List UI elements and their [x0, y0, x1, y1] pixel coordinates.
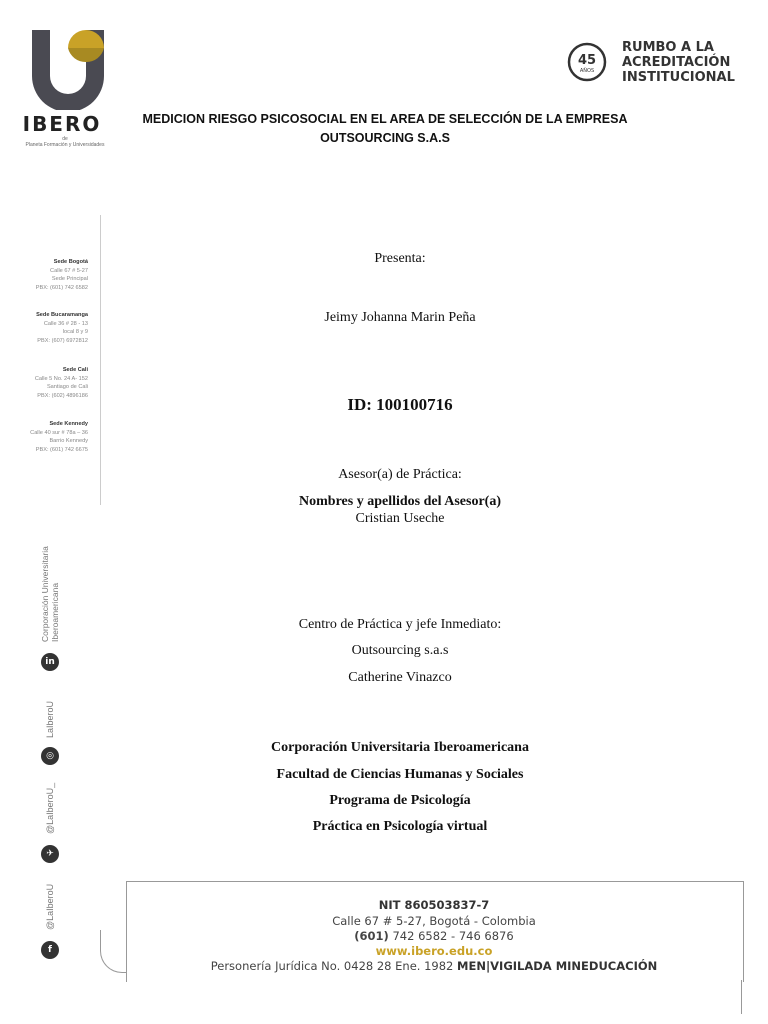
accreditation-text: RUMBO A LA ACREDITACIÓN INSTITUCIONAL [622, 40, 735, 85]
logo-subtitle: de Planeta Formación y Universidades [25, 136, 105, 148]
footer-curve [100, 930, 127, 973]
twitter-icon[interactable]: ✈ [41, 845, 59, 863]
practice-name: Práctica en Psicología virtual [312, 819, 488, 834]
facebook-icon[interactable]: f [41, 941, 59, 959]
social-facebook-label: @LaIberoU [45, 883, 55, 930]
sede-bucaramanga: Sede Bucaramanga Calle 36 # 28 - 13 local 8 y 9 PBX: (607) 6972812 [36, 312, 88, 344]
instagram-icon[interactable]: ◎ [41, 747, 59, 765]
sede-cali: Sede Cali Calle 5 No. 24 A- 152 Santiago de Cali PBX: (602) 4896186 [34, 367, 88, 399]
document-title: MEDICION RIESGO PSICOSOCIAL EN EL AREA DE SELECCIÓN DE LA EMPRESA OUTSOURCING S.A.S [142, 112, 628, 145]
footer-nit: NIT 860503837-7 [378, 898, 490, 912]
centro-name: Outsourcing s.a.s [351, 643, 449, 658]
social-linkedin-label: Corporación Universitaria Iberoamericana [40, 546, 60, 642]
ibero-logo [28, 28, 108, 110]
footer-edge [741, 980, 742, 1014]
social-twitter-label: @LaIberoU_ [45, 782, 55, 834]
presenta-label: Presenta: [374, 251, 426, 266]
anniversary-badge-icon [567, 42, 607, 82]
linkedin-icon[interactable]: in [41, 653, 59, 671]
footer-legal: Personería Jurídica No. 0428 28 Ene. 1982 MEN|VIGILADA MINEDUCACIÓN [210, 959, 658, 973]
program-name: Programa de Psicología [329, 793, 471, 808]
jefe-name: Catherine Vinazco [348, 670, 452, 685]
logo-wordmark: IBERO [22, 112, 102, 136]
asesor-heading: Nombres y apellidos del Asesor(a) [299, 494, 501, 509]
centro-label: Centro de Práctica y jefe Inmediato: [298, 617, 502, 632]
sede-kennedy: Sede Kennedy Calle 40 sur # 78a – 36 Barrio Kennedy PBX: (601) 742 6675 [30, 421, 88, 453]
sede-bogota: Sede Bogotá Calle 67 # 5-27 Sede Principal PBX: (601) 742 6582 [35, 259, 88, 291]
social-instagram-label: LaIberoU [45, 700, 55, 738]
footer-address: Calle 67 # 5-27, Bogotá - Colombia [332, 914, 536, 928]
author-name: Jeimy Johanna Marin Peña [324, 310, 476, 325]
footer-website[interactable]: www.ibero.edu.co [375, 944, 493, 958]
svg-text:AÑOS: AÑOS [579, 68, 595, 74]
asesor-name: Cristian Useche [355, 511, 445, 526]
svg-text:45: 45 [577, 53, 597, 68]
faculty-name: Facultad de Ciencias Humanas y Sociales [276, 767, 524, 782]
institution-name: Corporación Universitaria Iberoamericana [271, 740, 529, 755]
asesor-label: Asesor(a) de Práctica: [338, 467, 462, 482]
footer-phones: (601) 742 6582 - 746 6876 [354, 929, 514, 943]
student-id: ID: 100100716 [347, 395, 453, 414]
